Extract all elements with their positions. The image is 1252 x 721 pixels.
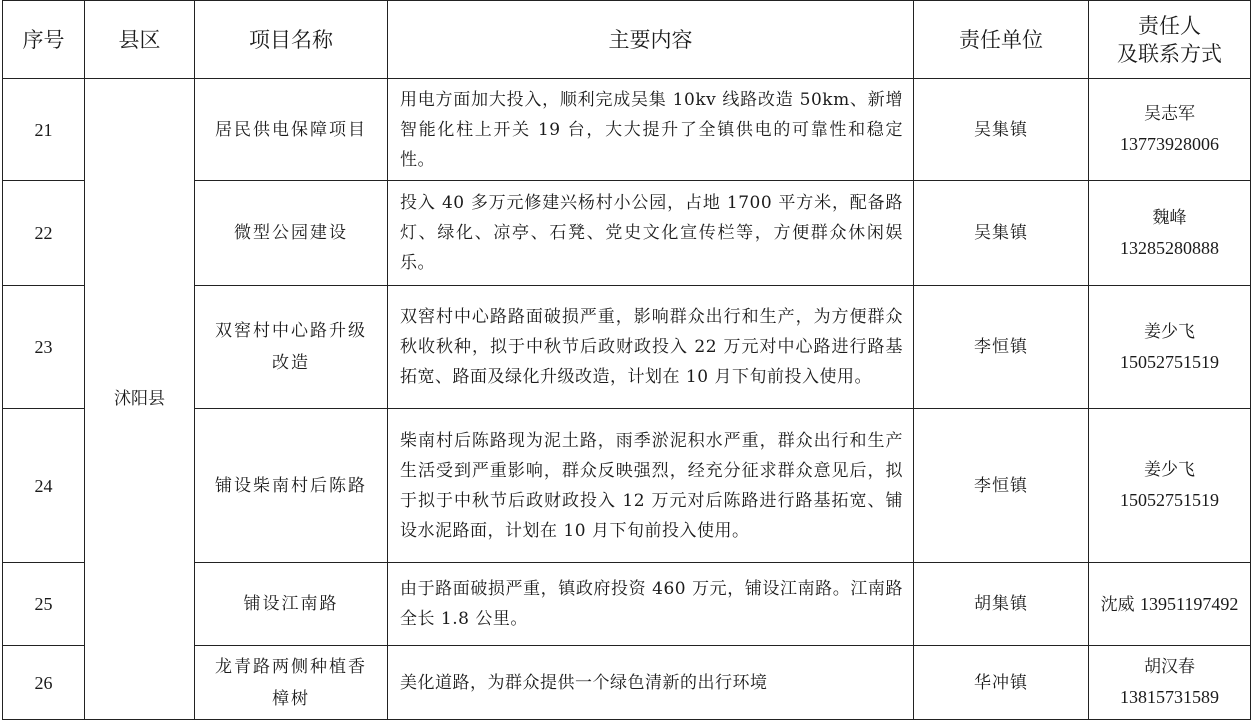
row-project-name: 双窖村中心路升级改造: [195, 286, 388, 409]
row-unit: 华冲镇: [914, 646, 1089, 720]
contact-phone: 15052751519: [1120, 351, 1219, 372]
row-seq: 23: [3, 286, 85, 409]
header-unit: 责任单位: [914, 1, 1089, 79]
contact-name: 魏峰: [1152, 207, 1187, 228]
contact-phone: 13285280888: [1120, 237, 1219, 258]
row-project-name: 居民供电保障项目: [195, 79, 388, 181]
row-contact: [1089, 409, 1251, 563]
header-content: 主要内容: [388, 1, 914, 79]
county-cell: 沭阳县: [85, 79, 195, 720]
contact-name: 姜少飞: [1144, 460, 1195, 480]
row-unit: 吴集镇: [914, 79, 1089, 181]
row-project-name: 龙青路两侧种植香樟树: [195, 646, 388, 720]
contact-phone: 15052751519: [1120, 490, 1219, 510]
row-project-name: 微型公园建设: [195, 181, 388, 286]
row-contact: [1089, 563, 1251, 646]
row-content: 投入 40 多万元修建兴杨村小公园，占地 1700 平方米，配备路灯、绿化、凉亭、石凳、党史文化宣传栏等，方便群众休闲娱乐。: [388, 181, 914, 286]
project-table: [2, 0, 1251, 720]
row-content: 由于路面破损严重，镇政府投资 460 万元，铺设江南路。江南路全长 1.8 公里。: [388, 563, 914, 646]
contact-phone: 13815731589: [1120, 687, 1219, 707]
row-content: 美化道路，为群众提供一个绿色清新的出行环境: [388, 646, 914, 720]
header-seq: 序号: [3, 1, 85, 79]
header-project-name: 项目名称: [195, 1, 388, 79]
row-unit: 吴集镇: [914, 181, 1089, 286]
row-content: 用电方面加大投入，顺利完成吴集 10kv 线路改造 50km、新增智能化柱上开关 19 台，大大提升了全镇供电的可靠性和稳定性。: [388, 79, 914, 181]
contact-phone: 13773928006: [1120, 134, 1219, 154]
row-unit: 胡集镇: [914, 563, 1089, 646]
row-contact: [1089, 181, 1251, 286]
row-project-name: 铺设江南路: [195, 563, 388, 646]
row-seq: 24: [3, 409, 85, 563]
table-row: [3, 79, 1251, 181]
header-county: 县区: [85, 1, 195, 79]
contact-name: 姜少飞: [1144, 321, 1195, 342]
row-project-name: 铺设柴南村后陈路: [195, 409, 388, 563]
row-unit: 李恒镇: [914, 286, 1089, 409]
row-seq: 22: [3, 181, 85, 286]
header-contact-line2: 及联系方式: [1117, 41, 1222, 66]
row-seq: 26: [3, 646, 85, 720]
row-content: 双窖村中心路路面破损严重，影响群众出行和生产，为方便群众秋收秋种，拟于中秋节后政财政投入 22 万元对中心路进行路基拓宽、路面及绿化升级改造，计划在 10 月下旬前投入使用。: [388, 286, 914, 409]
row-unit: 李恒镇: [914, 409, 1089, 563]
contact-phone: 13951197492: [1140, 593, 1239, 614]
row-content: 柴南村后陈路现为泥土路，雨季淤泥积水严重，群众出行和生产生活受到严重影响，群众反映强烈，经充分征求群众意见后，拟于拟于中秋节后政财政投入 12 万元对后陈路进行路基拓宽、铺设水泥路面，计划在 10 月下旬前投入使用。: [388, 409, 914, 563]
row-seq: 21: [3, 79, 85, 181]
header-contact-line1: 责任人: [1138, 13, 1201, 38]
contact-name: 胡汉春: [1144, 657, 1195, 677]
row-seq: 25: [3, 563, 85, 646]
header-contact: [1089, 1, 1251, 79]
row-contact: [1089, 286, 1251, 409]
row-contact: [1089, 79, 1251, 181]
row-contact: [1089, 646, 1251, 720]
header-row: [3, 1, 1251, 79]
contact-name: 吴志军: [1144, 104, 1195, 124]
contact-name: 沈威: [1100, 594, 1135, 615]
